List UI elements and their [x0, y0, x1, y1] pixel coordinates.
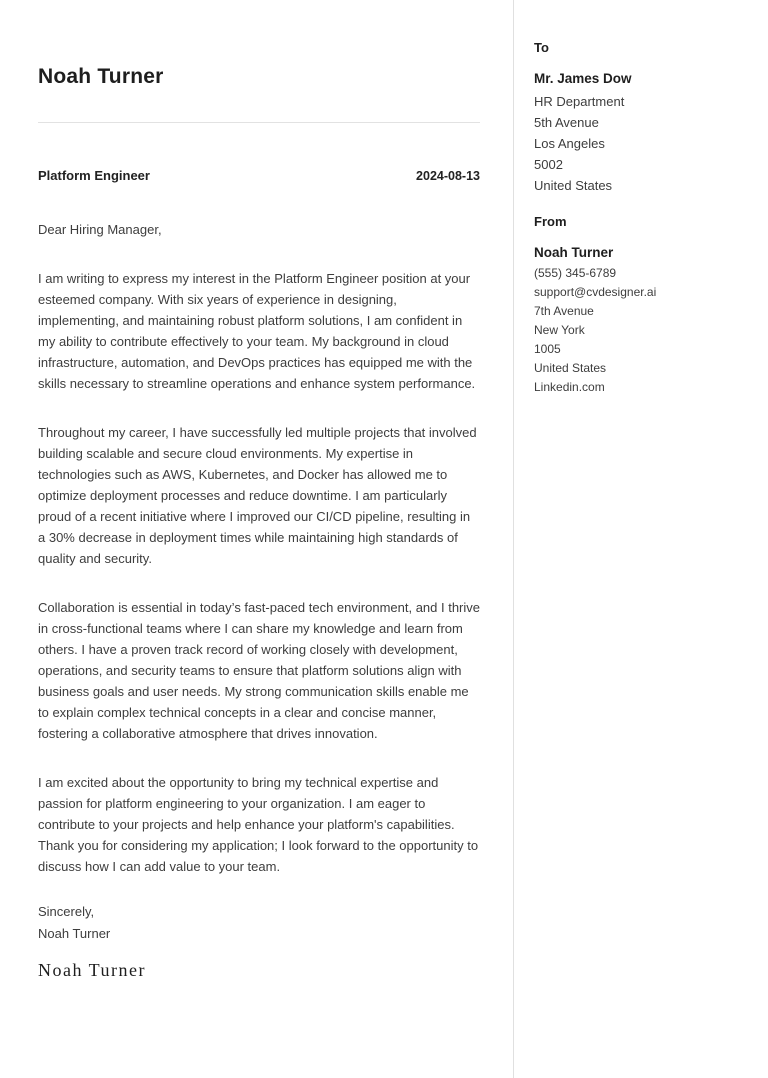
- recipient-street: 5th Avenue: [534, 115, 599, 130]
- contact-sidebar: [513, 0, 768, 1078]
- sender-city: New York: [534, 323, 585, 337]
- recipient-city: Los Angeles: [534, 136, 605, 151]
- signature: Noah Turner: [38, 960, 147, 980]
- sender-name: Noah Turner: [534, 245, 614, 260]
- closing-block: [38, 901, 480, 945]
- sender-lines: [534, 264, 748, 397]
- sender-linkedin: Linkedin.com: [534, 380, 605, 394]
- job-title-row: [38, 168, 480, 183]
- recipient-lines: [534, 91, 748, 196]
- sender-phone: (555) 345-6789: [534, 266, 617, 280]
- header-divider: [38, 122, 480, 123]
- sender-email: support@cvdesigner.ai: [534, 285, 657, 299]
- page-title: Noah Turner: [38, 65, 164, 88]
- letter-paragraph-4: I am excited about the opportunity to bring my technical expertise and passion for platform engineering to your organization. I am eager to contribute to your projects and help enhance your platform's capabilities. Thank you for considering my application; I look forward to the opportunity to discuss how I can add value to your team.: [38, 775, 479, 874]
- closing-word: Sincerely,: [38, 904, 95, 919]
- to-label: To: [534, 40, 549, 55]
- sender-block: [534, 214, 748, 397]
- letter-paragraph-3: Collaboration is essential in today’s fast-paced tech environment, and I thrive in cross-functional teams where I can share my knowledge and learn from others. I have a proven track record of working closely with development, operations, and security teams to ensure that platform solutions align with business goals and user needs. My strong communication skills enable me to explain complex technical concepts in a clear and concise manner, fostering a collaborative atmosphere that drives innovation.: [38, 600, 481, 741]
- from-label: From: [534, 214, 567, 229]
- salutation: Dear Hiring Manager,: [38, 222, 162, 237]
- sender-country: United States: [534, 361, 607, 375]
- sender-postal-code: 1005: [534, 342, 561, 356]
- recipient-postal-code: 5002: [534, 157, 563, 172]
- recipient-department: HR Department: [534, 94, 625, 109]
- letter-paragraph-2: Throughout my career, I have successfully led multiple projects that involved building scalable and secure cloud environments. My expertise in technologies such as AWS, Kubernetes, and Docker has allowed me to optimize deployment processes and reduce downtime. I am particularly proud of a recent initiative where I improved our CI/CD pipeline, resulting in a 30% decrease in deployment times while maintaining high standards of quality and security.: [38, 425, 477, 566]
- job-title: Platform Engineer: [38, 168, 150, 183]
- recipient-name: Mr. James Dow: [534, 71, 632, 86]
- recipient-block: [534, 40, 748, 196]
- letter-paragraph-1: I am writing to express my interest in the Platform Engineer position at your esteemed company. With six years of experience in designing, implementing, and maintaining robust platform solutions, I am confident in my ability to contribute effectively to your team. My background in cloud infrastructure, automation, and DevOps practices has equipped me with the skills necessary to streamline operations and enhance system performance.: [38, 271, 476, 391]
- recipient-country: United States: [534, 178, 613, 193]
- closing-name: Noah Turner: [38, 926, 111, 941]
- sender-street: 7th Avenue: [534, 304, 594, 318]
- letter-date: 2024-08-13: [416, 169, 480, 183]
